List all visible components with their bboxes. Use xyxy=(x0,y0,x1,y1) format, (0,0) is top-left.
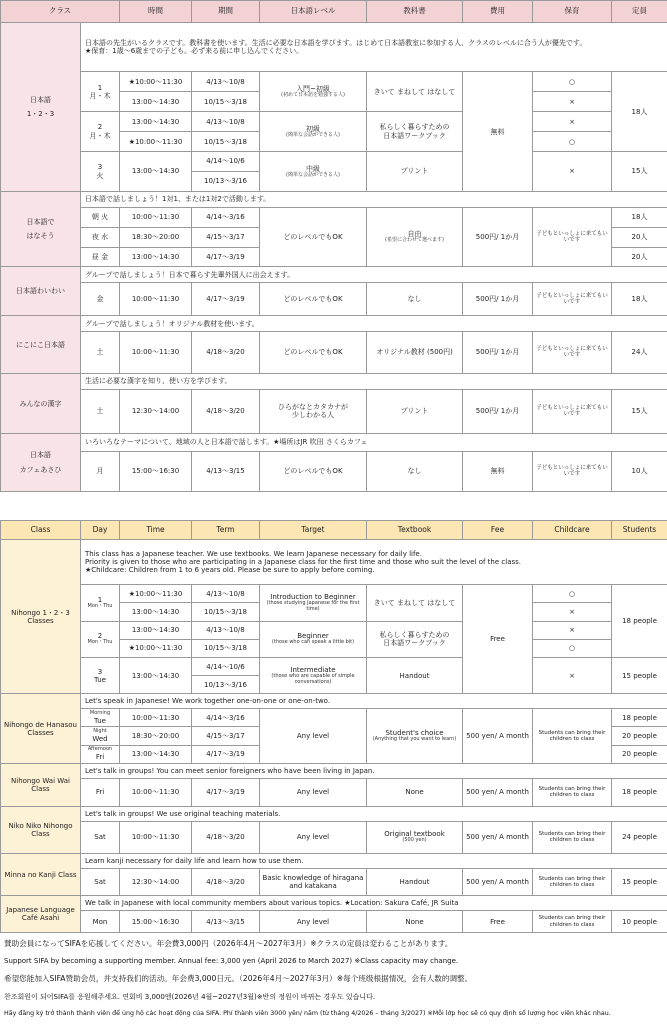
textbook: プリント xyxy=(367,152,463,192)
time: 13:00～14:30 xyxy=(120,657,192,693)
fee: 500 yen/ A month xyxy=(463,709,533,764)
term: 4/14～10/6 xyxy=(192,657,260,675)
class-niconico: にこにこ日本語 xyxy=(1,316,81,374)
term: 4/14～3/16 xyxy=(192,709,260,727)
textbook: Handout xyxy=(367,657,463,693)
class-info: Learn kanji necessary for daily life and learn how to use them. xyxy=(81,853,667,868)
childcare: Students can bring their children to class xyxy=(533,821,612,853)
time: 13:00～14:30 xyxy=(120,152,192,192)
time: 13:00～14:30 xyxy=(120,621,192,639)
childcare-mark: ○ xyxy=(533,72,612,92)
fee: 500 yen/ A month xyxy=(463,868,533,896)
textbook: 自由 (希望に合わせて選べます) xyxy=(367,207,463,267)
childcare-mark: × xyxy=(533,112,612,132)
time: 18:30～20:00 xyxy=(120,227,192,247)
header-class: クラス xyxy=(1,1,120,23)
class-info: This class has a Japanese teacher. We use textbooks. We learn Japanese necessary for daily life. Priority is given to those who are participating in a Japanese class for the first time and those who suit the level of the class. ★Childcare: Children from 1 to 6 years old. Please be sure to apply before coming. xyxy=(81,540,667,585)
fee: Free xyxy=(463,585,533,694)
day: Fri xyxy=(81,778,120,806)
time: 13:00～14:30 xyxy=(120,745,192,763)
header-childcare: 保育 xyxy=(533,1,612,23)
class-waiwai: 日本語わいわい xyxy=(1,267,81,316)
japanese-schedule-table xyxy=(0,0,667,492)
time: 10:00～11:30 xyxy=(120,821,192,853)
class-info: Let's talk in groups! You can meet senior foreigners who have been living in Japan. xyxy=(81,763,667,778)
time: ★10:00～11:30 xyxy=(120,639,192,657)
row-num: 3 火 xyxy=(81,152,120,192)
day: 土 xyxy=(81,331,120,373)
term: 4/18～3/20 xyxy=(192,389,260,433)
day: 月・木 xyxy=(83,92,117,100)
class-niconico: Niko Niko Nihongo Class xyxy=(1,806,81,853)
term: 4/18～3/20 xyxy=(192,821,260,853)
term: 10/13～3/16 xyxy=(192,172,260,192)
time: 10:00～11:30 xyxy=(120,207,192,227)
header-term: Term xyxy=(192,521,260,540)
childcare: Students can bring their children to class xyxy=(533,709,612,764)
day: 夜 水 xyxy=(81,227,120,247)
students: 20 people xyxy=(612,745,667,763)
class-info: We talk in Japanese with local community members about various topics. ★Location: Sakura Café, JR Suita xyxy=(81,896,667,911)
level: 入門~初級 (初めて日本語を勉強する人) xyxy=(260,72,367,112)
target: Basic knowledge of hiragana and katakana xyxy=(260,868,367,896)
row-num: 1 月・木 xyxy=(81,72,120,112)
time: 13:00～14:30 xyxy=(120,603,192,621)
textbook: プリント xyxy=(367,389,463,433)
note-japanese: 賛助会員になってSIFAを応援してください。年会費3,000円（2026年4月～2027年3月）※クラスの定員は変わることがあります。 xyxy=(4,938,664,949)
day: Sat xyxy=(81,821,120,853)
class-kanji: みんなの漢字 xyxy=(1,374,81,434)
level: どのレベルでもOK xyxy=(260,207,367,267)
term: 4/14～10/6 xyxy=(192,152,260,172)
class-kanji: Minna no Kanji Class xyxy=(1,853,81,896)
term: 4/13～3/15 xyxy=(192,911,260,933)
row-num: 3 Tue xyxy=(81,657,120,693)
header-time: Time xyxy=(120,521,192,540)
class-hanasou: 日本語で はなそう xyxy=(1,191,81,267)
time: 10:00～11:30 xyxy=(120,331,192,373)
row-num: 2 月・木 xyxy=(81,112,120,152)
target: Any level xyxy=(260,821,367,853)
day: 土 xyxy=(81,389,120,433)
childcare: 子どもといっしょに来てもいいです xyxy=(533,331,612,373)
level: どのレベルでもOK xyxy=(260,331,367,373)
textbook: Handout xyxy=(367,868,463,896)
students: 15 people xyxy=(612,657,667,693)
childcare-mark: × xyxy=(533,92,612,112)
note-chinese: 希望您能加入SIFA赞助会员，并支持我们的活动。年会费3,000日元。（2026年4月～2027年3月）※每个班级根据情况，会有人数的调整。 xyxy=(4,973,664,984)
header-fee: Fee xyxy=(463,521,533,540)
childcare-mark: × xyxy=(533,603,612,621)
capacity: 10人 xyxy=(612,451,667,491)
target: Beginner (those who can speak a little bit) xyxy=(260,621,367,657)
class-info: 生活に必要な漢字を知り、使い方を学びます。 xyxy=(81,374,667,390)
fee: 500円/ 1か月 xyxy=(463,331,533,373)
header-time: 時間 xyxy=(120,1,192,23)
capacity: 18人 xyxy=(612,72,667,152)
class-info: グループで話しましょう！オリジナル教材を使います。 xyxy=(81,316,667,332)
students: 20 people xyxy=(612,727,667,745)
capacity: 15人 xyxy=(612,152,667,192)
header-students: Students xyxy=(612,521,667,540)
day: Mon xyxy=(81,911,120,933)
class-asahi: 日本語 カフェあさひ xyxy=(1,434,81,492)
note-english: Support SIFA by becoming a supporting member. Annual fee: 3,000 yen (April 2026 to March 2027) ※Class capacity may change. xyxy=(4,957,664,965)
fee: Free xyxy=(463,911,533,933)
header-capacity: 定員 xyxy=(612,1,667,23)
time: 15:00～16:30 xyxy=(120,451,192,491)
membership-notes xyxy=(4,938,664,1025)
day: 月 xyxy=(81,451,120,491)
class-info: Let's talk in groups! We use original teaching materials. xyxy=(81,806,667,821)
textbook: きいて まねして はなして xyxy=(367,72,463,112)
day: 火 xyxy=(83,172,117,180)
childcare-mark: × xyxy=(533,657,612,693)
term: 10/15～3/18 xyxy=(192,639,260,657)
level: 中級 (簡単な会話ができる人) xyxy=(260,152,367,192)
term: 4/17～3/19 xyxy=(192,745,260,763)
class-info: 日本語の先生がいるクラスです。教科書を使います。生活に必要な日本語を学びます。はじめて日本語教室に参加する人、クラスのレベルに合う人が優先です。 ★保育：1歳～6歳までの子ども。必ず来る前に申し込んでください。 xyxy=(81,23,667,72)
textbook: なし xyxy=(367,451,463,491)
note-vietnamese: Hãy đăng ký trở thành thành viên để ủng hộ các hoạt động của SIFA. Phí thành viên 3000 yên/ năm (từ tháng 4/2026 – tháng 3/2027) ※Mỗi lớp học sẽ có quy định số lượng học viên khác nhau. xyxy=(4,1010,664,1017)
childcare: 子どもといっしょに来てもいいです xyxy=(533,283,612,316)
row-num: 1 Mon・Thu xyxy=(81,585,120,621)
fee: 500円/ 1か月 xyxy=(463,283,533,316)
time: 18:30～20:00 xyxy=(120,727,192,745)
time: ★10:00～11:30 xyxy=(120,72,192,92)
fee: 500円/ 1か月 xyxy=(463,207,533,267)
time: 15:00～16:30 xyxy=(120,911,192,933)
target: Any level xyxy=(260,709,367,764)
target: Introduction to Beginner (those studying Japanese for the first time) xyxy=(260,585,367,621)
childcare: Students can bring their children to class xyxy=(533,868,612,896)
childcare: Students can bring their children to class xyxy=(533,778,612,806)
header-level: 日本語レベル xyxy=(260,1,367,23)
time: 12:30～14:00 xyxy=(120,389,192,433)
term: 4/18～3/20 xyxy=(192,331,260,373)
textbook: 私らしく暮らすための 日本語ワークブック xyxy=(367,621,463,657)
term: 4/14～3/16 xyxy=(192,207,260,227)
fee: 500円/ 1か月 xyxy=(463,389,533,433)
time: 13:00～14:30 xyxy=(120,92,192,112)
target: Intermediate (those who are capable of simple conversations) xyxy=(260,657,367,693)
childcare-mark: ○ xyxy=(533,132,612,152)
target: Any level xyxy=(260,778,367,806)
class-nihongo-123: Nihongo 1・2・3 Classes xyxy=(1,540,81,694)
childcare-mark: × xyxy=(533,152,612,192)
day: Night Wed xyxy=(81,727,120,745)
term: 4/13～10/8 xyxy=(192,112,260,132)
day: 昼 金 xyxy=(81,247,120,267)
class-nihongo-123: 日本語 1・2・3 xyxy=(1,23,81,192)
students: 18 people xyxy=(612,709,667,727)
term: 4/15～3/17 xyxy=(192,227,260,247)
level: どのレベルでもOK xyxy=(260,451,367,491)
level: 初級 (簡単な会話ができる人) xyxy=(260,112,367,152)
childcare: 子どもといっしょに来てもいいです xyxy=(533,451,612,491)
capacity: 20人 xyxy=(612,247,667,267)
term: 4/17～3/19 xyxy=(192,283,260,316)
term: 4/17～3/19 xyxy=(192,247,260,267)
time: 12:30～14:00 xyxy=(120,868,192,896)
note-korean: 찬조회원이 되어SIFA를 응원해주세요. 연회비 3,000엔(2026년 4월~2027년3월)※반의 정원이 바뀌는 경우도 있습니다. xyxy=(4,992,664,1002)
class-waiwai: Nihongo Wai Wai Class xyxy=(1,763,81,806)
students: 24 people xyxy=(612,821,667,853)
time: 13:00～14:30 xyxy=(120,112,192,132)
header-fee: 費用 xyxy=(463,1,533,23)
day: Afternoon Fri xyxy=(81,745,120,763)
header-term: 期間 xyxy=(192,1,260,23)
term: 4/13～10/8 xyxy=(192,585,260,603)
day: 朝 火 xyxy=(81,207,120,227)
header-textbook: Textbook xyxy=(367,521,463,540)
capacity: 24人 xyxy=(612,331,667,373)
target: Any level xyxy=(260,911,367,933)
row-num: 2 Mon・Thu xyxy=(81,621,120,657)
textbook: None xyxy=(367,778,463,806)
fee: 無料 xyxy=(463,72,533,192)
header-target: Target xyxy=(260,521,367,540)
time: 10:00～11:30 xyxy=(120,283,192,316)
class-info: Let's speak in Japanese! We work together one-on-one or one-on-two. xyxy=(81,694,667,709)
fee: 500 yen/ A month xyxy=(463,778,533,806)
textbook: オリジナル教材 (500円) xyxy=(367,331,463,373)
textbook: なし xyxy=(367,283,463,316)
time: ★10:00～11:30 xyxy=(120,585,192,603)
students: 18 people xyxy=(612,585,667,658)
textbook: Original textbook (500 yen) xyxy=(367,821,463,853)
students: 15 people xyxy=(612,868,667,896)
term: 10/13～3/16 xyxy=(192,676,260,694)
term: 4/18～3/20 xyxy=(192,868,260,896)
header-day: Day xyxy=(81,521,120,540)
childcare-mark: ○ xyxy=(533,639,612,657)
childcare: 子どもといっしょに来てもいいです xyxy=(533,207,612,267)
level: ひらがなとカタカナが 少しわかる人 xyxy=(260,389,367,433)
term: 4/13～10/8 xyxy=(192,621,260,639)
day: Morning Tue xyxy=(81,709,120,727)
time: 10:00～11:30 xyxy=(120,778,192,806)
capacity: 18人 xyxy=(612,207,667,227)
term: 4/13～3/15 xyxy=(192,451,260,491)
capacity: 20人 xyxy=(612,227,667,247)
class-info: いろいろなテーマについて、地域の人と日本語で話します。★場所はJR 吹田 さくらカフェ xyxy=(81,434,667,452)
class-info: 日本語で話しましょう！1対1、または1対2で活動します。 xyxy=(81,191,667,207)
time: 13:00～14:30 xyxy=(120,247,192,267)
english-schedule-table xyxy=(0,520,667,933)
day: Sat xyxy=(81,868,120,896)
class-asahi: Japanese Language Café Asahi xyxy=(1,896,81,933)
textbook: None xyxy=(367,911,463,933)
students: 10 people xyxy=(612,911,667,933)
time: 10:00～11:30 xyxy=(120,709,192,727)
capacity: 15人 xyxy=(612,389,667,433)
day: 月・木 xyxy=(83,132,117,140)
header-childcare: Childcare xyxy=(533,521,612,540)
fee: 無料 xyxy=(463,451,533,491)
students: 18 people xyxy=(612,778,667,806)
textbook: Student's choice (Anything that you want to learn) xyxy=(367,709,463,764)
term: 4/13～10/8 xyxy=(192,72,260,92)
term: 4/15～3/17 xyxy=(192,727,260,745)
childcare-mark: × xyxy=(533,621,612,639)
capacity: 18人 xyxy=(612,283,667,316)
childcare: Students can bring their children to class xyxy=(533,911,612,933)
term: 10/15～3/18 xyxy=(192,132,260,152)
childcare-mark: ○ xyxy=(533,585,612,603)
term: 10/15～3/18 xyxy=(192,92,260,112)
time: ★10:00～11:30 xyxy=(120,132,192,152)
fee: 500 yen/ A month xyxy=(463,821,533,853)
header-class: Class xyxy=(1,521,81,540)
textbook: 私らしく暮らすための 日本語ワークブック xyxy=(367,112,463,152)
textbook: きいて まねして はなして xyxy=(367,585,463,621)
class-hanasou: Nihongo de Hanasou Classes xyxy=(1,694,81,764)
level: どのレベルでもOK xyxy=(260,283,367,316)
term: 4/17～3/19 xyxy=(192,778,260,806)
header-textbook: 教科書 xyxy=(367,1,463,23)
term: 10/15～3/18 xyxy=(192,603,260,621)
childcare: 子どもといっしょに来てもいいです xyxy=(533,389,612,433)
day: 金 xyxy=(81,283,120,316)
class-info: グループで話しましょう！日本で暮らす先輩外国人に出会えます。 xyxy=(81,267,667,283)
